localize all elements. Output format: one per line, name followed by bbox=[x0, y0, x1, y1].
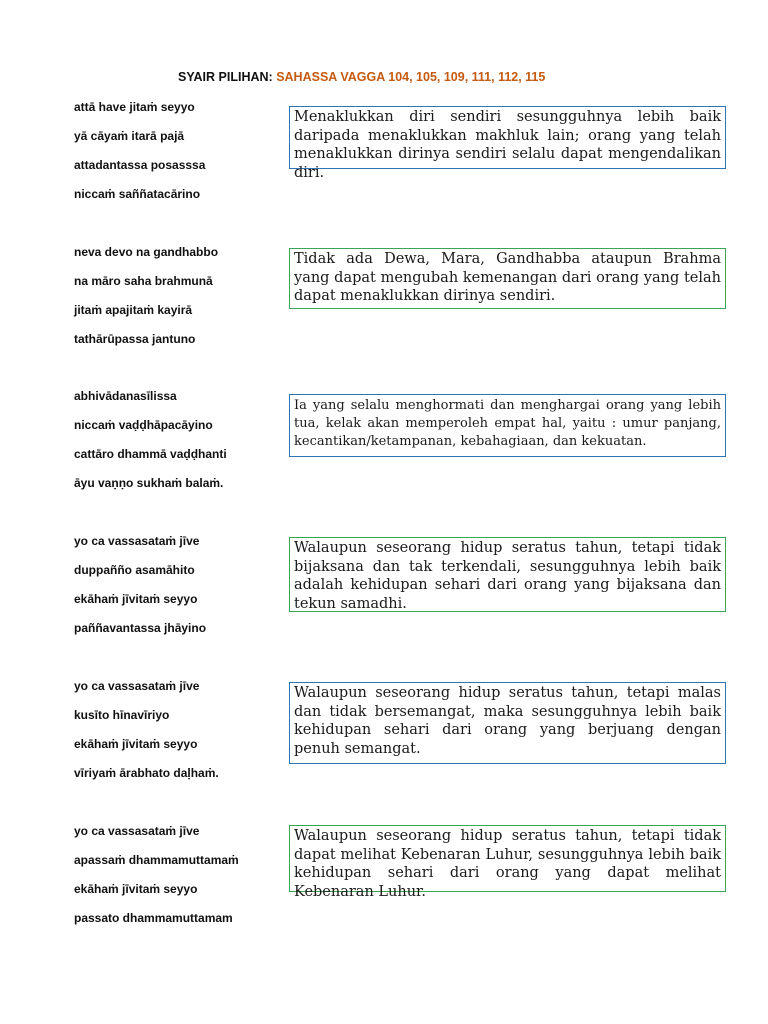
pali-stanza-6 bbox=[74, 824, 239, 940]
page-title bbox=[178, 70, 545, 84]
pali-stanza-1 bbox=[74, 100, 205, 216]
pali-stanza-3 bbox=[74, 389, 227, 505]
pali-stanza-5 bbox=[74, 679, 219, 795]
pali-line: yo ca vassasataṁ jīve bbox=[74, 824, 200, 838]
pali-line: yo ca vassasataṁ jīve bbox=[74, 534, 200, 548]
pali-line: yo ca vassasataṁ jīve bbox=[74, 679, 200, 693]
pali-line: yā cāyaṁ itarā pajā bbox=[74, 129, 185, 143]
pali-line: vīriyaṁ ārabhato daḷhaṁ. bbox=[74, 766, 219, 780]
pali-line: ekāhaṁ jīvitaṁ seyyo bbox=[74, 737, 198, 751]
pali-line: attā have jitaṁ seyyo bbox=[74, 100, 195, 114]
pali-line: apassaṁ dhammamuttamaṁ bbox=[74, 853, 239, 867]
pali-line: na māro saha brahmunā bbox=[74, 274, 213, 288]
translation-box-2: Tidak ada Dewa, Mara, Gandhabba ataupun Brahma yang dapat mengubah kemenangan dari orang yang telah dapat menaklukkan dirinya sendiri. bbox=[289, 248, 726, 309]
title-reference: SAHASSA VAGGA 104, 105, 109, 111, 112, 115 bbox=[276, 70, 546, 84]
pali-line: tathārūpassa jantuno bbox=[74, 332, 196, 346]
pali-line: cattāro dhammā vaḍḍhanti bbox=[74, 447, 227, 461]
title-label: SYAIR PILIHAN: bbox=[178, 70, 273, 84]
pali-stanza-2 bbox=[74, 245, 218, 361]
pali-line: neva devo na gandhabbo bbox=[74, 245, 219, 259]
pali-line: paññavantassa jhāyino bbox=[74, 621, 207, 635]
pali-line: abhivādanasīlissa bbox=[74, 389, 177, 403]
translation-box-6: Walaupun seseorang hidup seratus tahun, tetapi tidak dapat melihat Kebenaran Luhur, sesungguhnya lebih baik kehidupan sehari dari orang yang dapat melihat Kebenaran Luhur. bbox=[289, 825, 726, 892]
pali-line: kusīto hīnavīriyo bbox=[74, 708, 170, 722]
pali-line: jitaṁ apajitaṁ kayirā bbox=[74, 303, 193, 317]
translation-box-5: Walaupun seseorang hidup seratus tahun, tetapi malas dan tidak bersemangat, maka sesungguhnya lebih baik kehidupan sehari dari orang yang berjuang dengan penuh semangat. bbox=[289, 682, 726, 764]
translation-box-1: Menaklukkan diri sendiri sesungguhnya lebih baik daripada menaklukkan makhluk lain; orang yang telah menaklukkan dirinya sendiri selalu dapat mengendalikan diri. bbox=[289, 106, 726, 169]
pali-line: ekāhaṁ jīvitaṁ seyyo bbox=[74, 592, 198, 606]
translation-box-4: Walaupun seseorang hidup seratus tahun, tetapi tidak bijaksana dan tak terkendali, sesungguhnya lebih baik adalah kehidupan sehari dari orang yang bijaksana dan tekun samadhi. bbox=[289, 537, 726, 612]
pali-stanza-4 bbox=[74, 534, 206, 650]
pali-line: niccaṁ vaḍḍhāpacāyino bbox=[74, 418, 213, 432]
pali-line: duppañño asamāhito bbox=[74, 563, 195, 577]
pali-line: āyu vaṇṇo sukhaṁ balaṁ. bbox=[74, 476, 224, 490]
pali-line: passato dhammamuttamam bbox=[74, 911, 233, 925]
translation-box-3: Ia yang selalu menghormati dan menghargai orang yang lebih tua, kelak akan memperoleh empat hal, yaitu : umur panjang, kecantikan/ketampanan, kebahagiaan, dan kekuatan. bbox=[289, 394, 726, 457]
pali-line: attadantassa posasssa bbox=[74, 158, 206, 172]
pali-line: ekāhaṁ jīvitaṁ seyyo bbox=[74, 882, 198, 896]
pali-line: niccaṁ saññatacārino bbox=[74, 187, 201, 201]
